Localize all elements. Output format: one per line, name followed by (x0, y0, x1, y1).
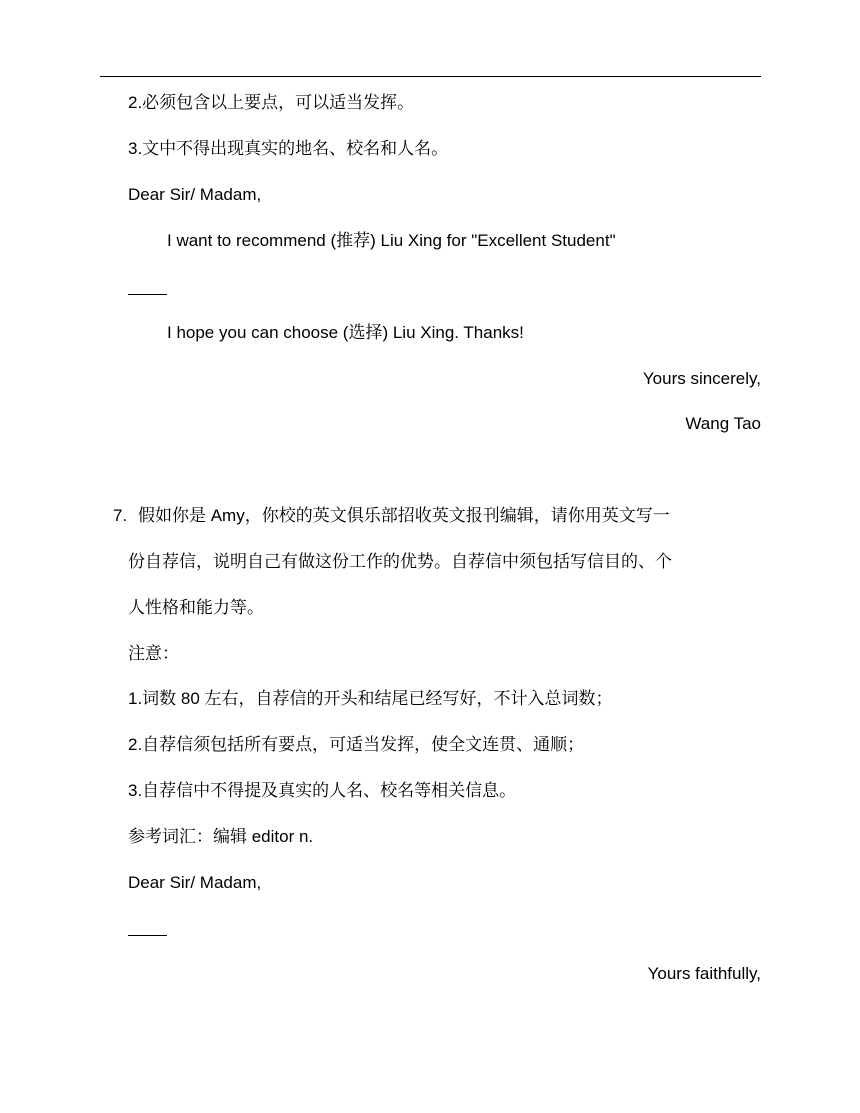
letter-greeting: Dear Sir/ Madam, (128, 185, 262, 204)
letter-greeting-2: Dear Sir/ Madam, (128, 873, 262, 892)
letter-signature: Wang Tao (685, 414, 761, 433)
question-number: 7. (113, 506, 128, 525)
question-prompt-line-1: 假如你是 Amy，你校的英文俱乐部招收英文报刊编辑，请你用英文写一 (138, 506, 670, 525)
rule-1: 1.词数 80 左右，自荐信的开头和结尾已经写好，不计入总词数； (128, 689, 613, 708)
rule-2: 2.自荐信须包括所有要点，可适当发挥，使全文连贯、通顺； (128, 735, 585, 754)
rule-3: 3.自荐信中不得提及真实的人名、校名等相关信息。 (128, 781, 517, 800)
question-prompt-line-3: 人性格和能力等。 (128, 598, 264, 617)
requirement-2: 2.必须包含以上要点，可以适当发挥。 (128, 93, 415, 112)
answer-blank-2 (128, 935, 167, 936)
letter-opening: I want to recommend (推荐) Liu Xing for "Excellent Student" (167, 231, 616, 250)
requirement-3: 3.文中不得出现真实的地名、校名和人名。 (128, 139, 449, 158)
notice-heading: 注意： (128, 644, 179, 663)
answer-blank (128, 294, 167, 295)
letter-signoff-2: Yours faithfully, (647, 964, 761, 983)
letter-closing-line: I hope you can choose (选择) Liu Xing. Thanks! (167, 323, 524, 342)
vocabulary-hint: 参考词汇：编辑 editor n. (128, 827, 314, 846)
letter-signoff: Yours sincerely, (642, 369, 761, 388)
question-prompt-line-2: 份自荐信，说明自己有做这份工作的优势。自荐信中须包括写信目的、个 (128, 552, 672, 571)
header-rule (100, 76, 761, 77)
